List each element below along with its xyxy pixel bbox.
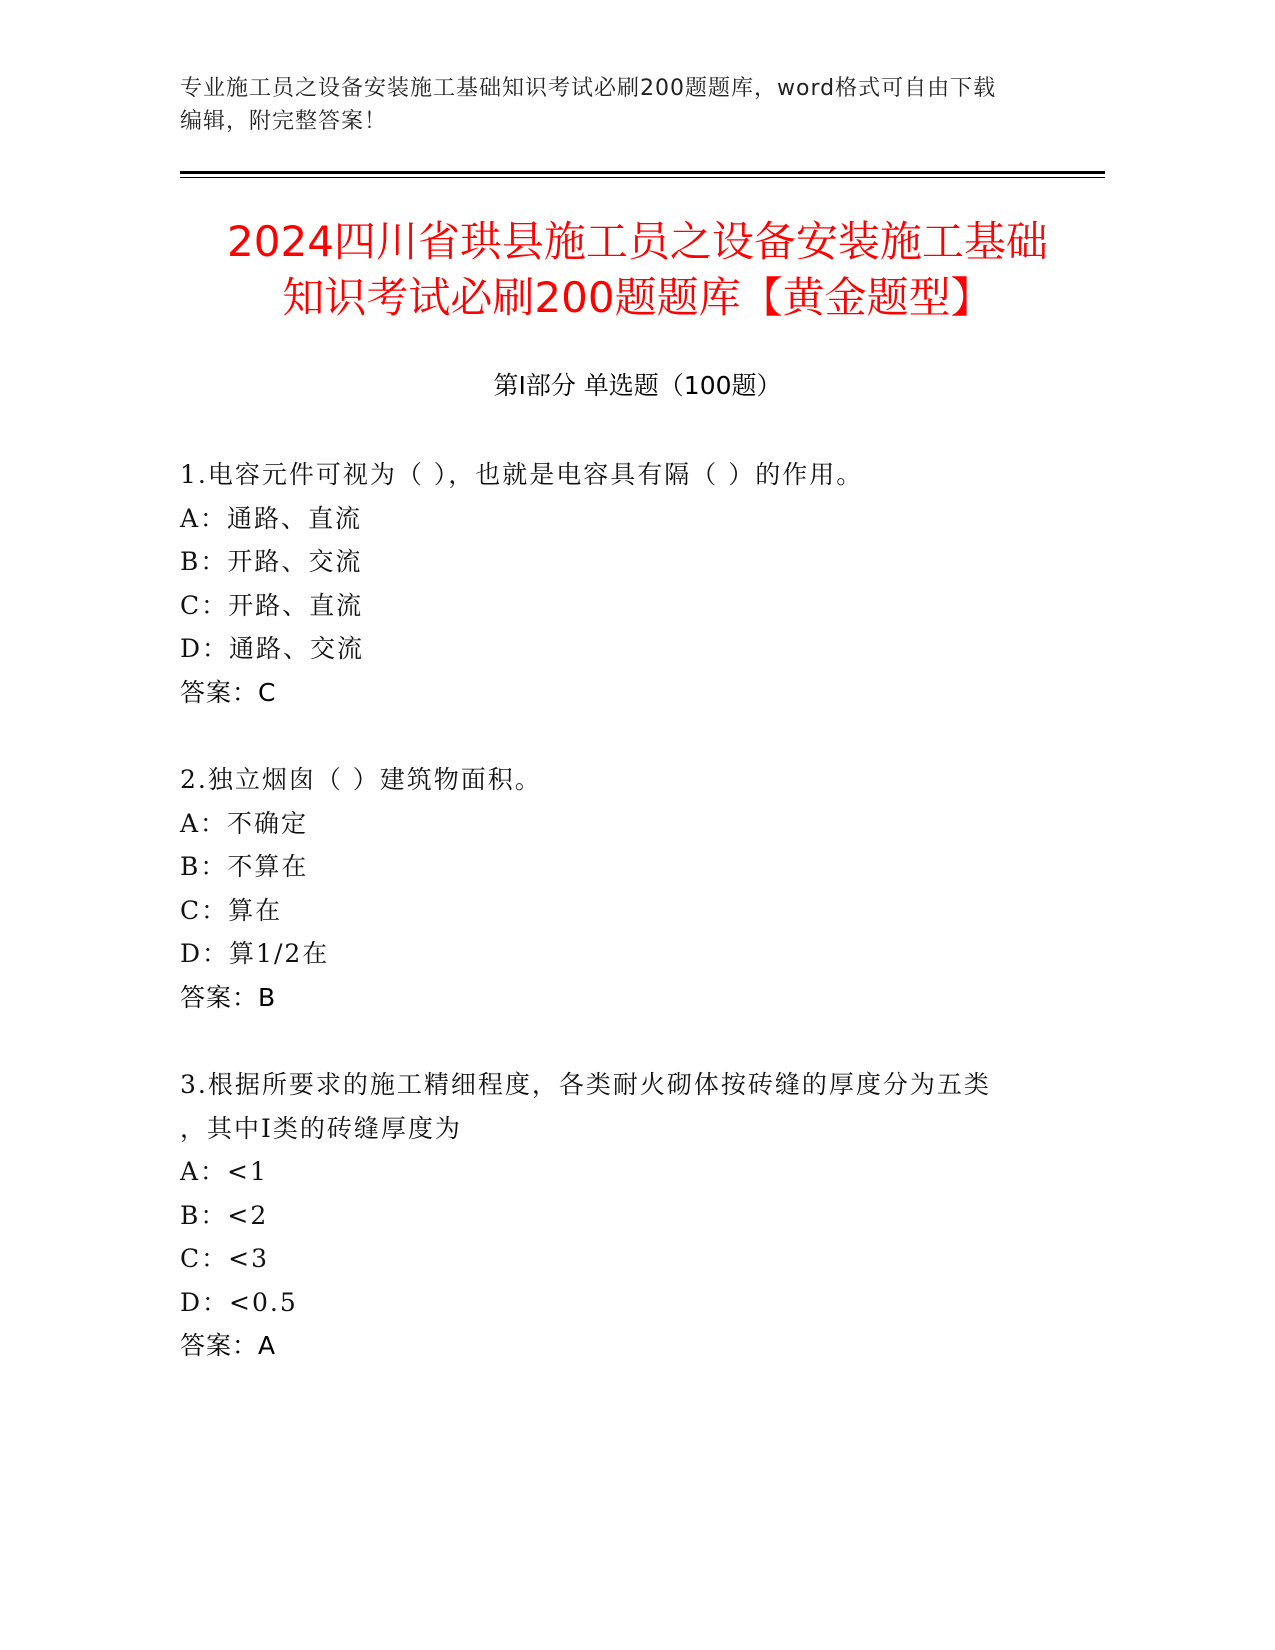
question-stem-line-1: 3.根据所要求的施工精细程度，各类耐火砌体按砖缝的厚度分为五类 <box>180 1070 991 1099</box>
answer: 答案：B <box>180 982 277 1012</box>
option-c: C：<3 <box>180 1244 269 1273</box>
option-c: C：算在 <box>180 895 283 925</box>
option-d: D：<0.5 <box>180 1287 298 1317</box>
option-c: C：开路、直流 <box>180 590 364 620</box>
option-b: B：<2 <box>180 1200 269 1230</box>
option-a: A：<1 <box>180 1157 268 1186</box>
document-title <box>130 214 1145 326</box>
section-title: 第Ⅰ部分 单选题（100题） <box>493 371 782 400</box>
question-1 <box>180 453 1080 714</box>
header-rule-thick <box>180 171 1105 174</box>
document-title-line-1: 2024四川省珙县施工员之设备安装施工基础 <box>227 217 1048 266</box>
question-3 <box>180 1063 1080 1368</box>
option-a: A：不确定 <box>180 808 309 838</box>
option-d: D：通路、交流 <box>180 634 365 663</box>
header-note <box>180 72 1060 138</box>
option-d: D：算1/2在 <box>180 939 330 968</box>
option-a: A：通路、直流 <box>180 503 363 533</box>
question-stem: 1.电容元件可视为（ ），也就是电容具有隔（ ）的作用。 <box>180 460 864 489</box>
option-b: B：开路、交流 <box>180 547 363 576</box>
header-rule-thin <box>180 177 1105 178</box>
answer: 答案：A <box>180 1331 277 1360</box>
question-stem: 2.独立烟囱（ ）建筑物面积。 <box>180 765 542 794</box>
option-b: B：不算在 <box>180 852 309 881</box>
header-note-line-2: 编辑，附完整答案！ <box>180 109 388 134</box>
header-note-line-1: 专业施工员之设备安装施工基础知识考试必刷200题题库，word格式可自由下载 <box>180 76 997 101</box>
question-stem-line-2: ，其中Ⅰ类的砖缝厚度为 <box>180 1113 462 1143</box>
document-title-line-2: 知识考试必刷200题题库【黄金题型】 <box>282 273 993 322</box>
answer: 答案：C <box>180 677 277 707</box>
question-2 <box>180 758 1080 1019</box>
